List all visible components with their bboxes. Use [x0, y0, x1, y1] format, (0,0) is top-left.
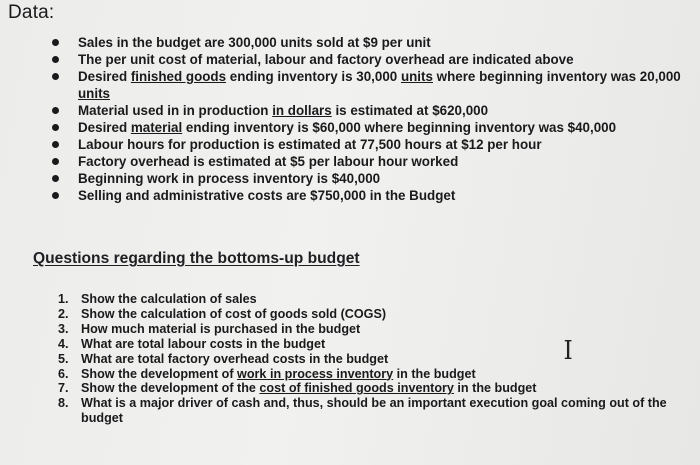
bullet-text: ending inventory is $60,000 where beginning inventory was $40,000 [182, 120, 617, 135]
question-number: 5. [58, 351, 69, 366]
underlined-term: units [400, 69, 433, 84]
question-number: 1. [58, 292, 69, 306]
bullet-item [50, 34, 690, 51]
bullet-text: Sales in the budget are 300,000 units sold at $9 per unit [78, 35, 431, 50]
question-number: 6. [58, 366, 69, 381]
question-item [58, 352, 678, 367]
bullet-item [50, 51, 690, 68]
question-text-part: Show the development of the [81, 381, 260, 396]
bullet-item [50, 68, 690, 102]
question-number: 7. [58, 381, 69, 396]
question-text: Show the calculation of cost of goods sold (COGS) [81, 306, 387, 321]
questions-list [58, 292, 678, 426]
bullet-item [50, 153, 690, 170]
question-text: What are total factory overhead costs in the budget [81, 351, 389, 366]
question-text: How much material is purchased in the budget [81, 321, 361, 336]
bullet-item [50, 187, 690, 204]
question-number: 3. [58, 321, 69, 336]
question-text: Show the calculation of sales [81, 292, 257, 306]
underlined-term: in dollars [272, 103, 332, 118]
question-number: 8. [58, 396, 69, 411]
data-title: Data: [8, 2, 55, 23]
bullet-text: Factory overhead is estimated at $5 per labour hour worked [78, 154, 459, 169]
question-text [81, 381, 678, 396]
question-text-part: Show the development of [81, 366, 238, 381]
question-text [81, 367, 678, 382]
bullet-item [50, 119, 690, 136]
question-item [58, 337, 678, 352]
underlined-term: units [78, 86, 110, 101]
question-item [58, 381, 678, 396]
bullet-text: Material used in in production [78, 103, 273, 118]
question-item [58, 396, 678, 426]
question-item [58, 322, 678, 337]
question-text-part: in the budget [453, 381, 537, 396]
bullet-text: Desired [78, 69, 131, 84]
question-item [58, 307, 678, 322]
questions-heading: Questions regarding the bottoms-up budget [33, 250, 360, 267]
question-item [58, 367, 678, 382]
bullet-text: ending inventory is 30,000 [226, 69, 401, 84]
question-text: What is a major driver of cash and, thus, should be an important execution goal coming out of the budget [81, 396, 667, 426]
underlined-term: finished goods [130, 69, 227, 84]
bullet-text: Labour hours for production is estimated at 77,500 hours at $12 per hour [78, 137, 542, 152]
bullet-item [50, 170, 690, 187]
bullet-text: The per unit cost of material, labour and factory overhead are indicated above [78, 52, 574, 67]
bullet-text: is estimated at $620,000 [331, 103, 489, 118]
question-text: What are total labour costs in the budget [81, 336, 326, 351]
question-number: 2. [58, 306, 69, 321]
question-item [58, 292, 678, 307]
question-text-part: in the budget [393, 366, 476, 381]
underlined-term: cost of finished goods inventory [259, 381, 454, 396]
bullet-text: where beginning inventory was 20,000 [432, 69, 681, 84]
underlined-term: material [130, 120, 183, 135]
question-number: 4. [58, 336, 69, 351]
bullet-item [50, 136, 690, 153]
text-cursor-icon: I [563, 336, 573, 366]
bullet-text: Desired [78, 120, 131, 135]
bullet-item [50, 102, 690, 119]
data-bullet-list [50, 34, 690, 204]
bullet-text: Selling and administrative costs are $750,000 in the Budget [78, 188, 456, 203]
bullet-text: Beginning work in process inventory is $40,000 [78, 171, 381, 186]
underlined-term: work in process inventory [237, 366, 394, 381]
